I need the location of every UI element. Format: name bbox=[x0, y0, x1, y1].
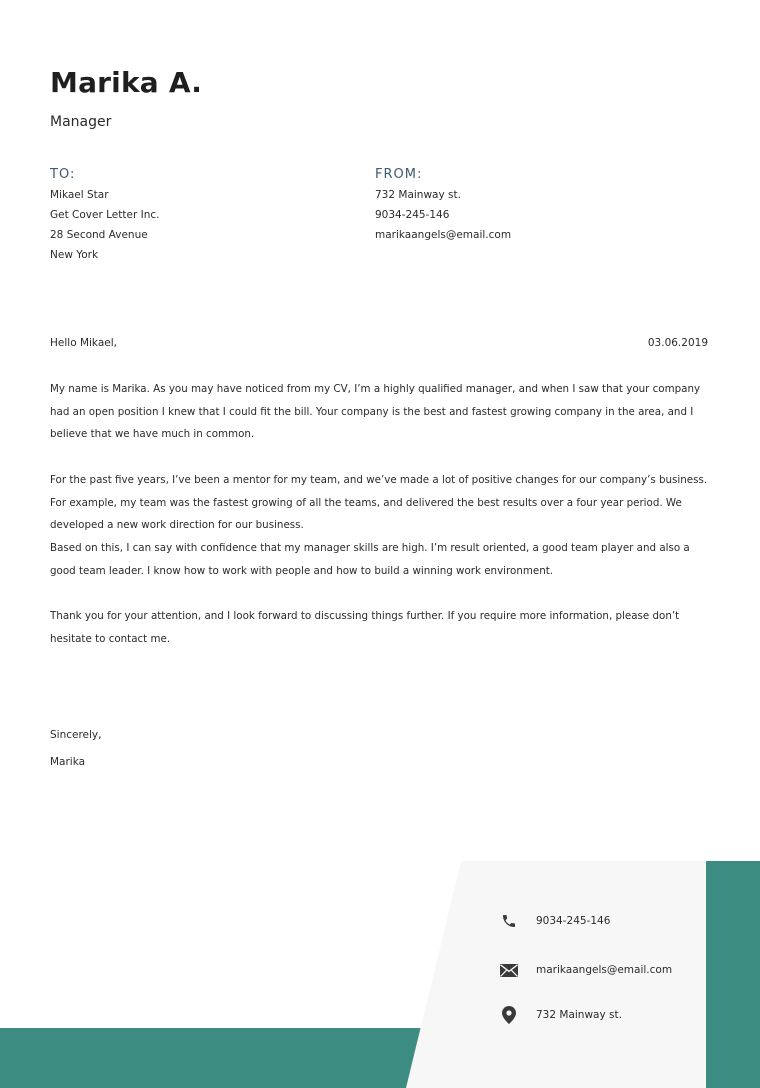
body-paragraph: My name is Marika. As you may have noticed from my CV, I’m a highly qualified manager, and when I saw that your company had an open position I knew that I could fit the bill. Your company is the best and fastest growing company in the area, and I believe that we have much in common. bbox=[50, 383, 701, 441]
body-paragraph: Thank you for your attention, and I look forward to discussing things further. If you require more information, please don’t hesitate to contact me. bbox=[50, 610, 680, 645]
signature-name: Marika bbox=[50, 756, 86, 768]
envelope-icon bbox=[498, 960, 520, 980]
closing-block bbox=[50, 722, 102, 776]
body-paragraph: For the past five years, I’ve been a mentor for my team, and we’ve made a lot of positive changes for our company’s business. For example, my team was the fastest growing of all the teams, and delivered the best results over a four year period. We developed a new work direction for our business. bbox=[50, 473, 708, 532]
map-pin-icon bbox=[498, 1005, 520, 1025]
sender-block bbox=[375, 166, 511, 245]
contact-phone bbox=[498, 911, 610, 931]
recipient-line: Get Cover Letter Inc. bbox=[50, 209, 160, 221]
applicant-title: Manager bbox=[50, 114, 112, 130]
sender-line: marikaangels@email.com bbox=[375, 229, 512, 241]
contact-phone-text: 9034-245-146 bbox=[536, 915, 611, 927]
sender-line: 732 Mainway st. bbox=[375, 189, 461, 201]
applicant-name: Marika A. bbox=[50, 66, 203, 99]
sender-line: 9034-245-146 bbox=[375, 209, 450, 221]
letter-body bbox=[50, 378, 712, 650]
phone-icon bbox=[498, 911, 520, 931]
greeting: Hello Mikael, bbox=[50, 337, 117, 349]
closing-phrase: Sincerely, bbox=[50, 729, 102, 741]
recipient-line: Mikael Star bbox=[50, 189, 109, 201]
side-accent-band bbox=[706, 861, 760, 1088]
letter-date: 03.06.2019 bbox=[647, 337, 708, 349]
recipient-line: New York bbox=[50, 249, 99, 261]
contact-email bbox=[498, 960, 672, 980]
contact-email-text: marikaangels@email.com bbox=[536, 964, 673, 976]
from-heading: FROM: bbox=[375, 167, 423, 182]
footer-accent-band bbox=[0, 1028, 422, 1088]
body-paragraph: Based on this, I can say with confidence that my manager skills are high. I’m result oriented, a good team player and also a good team leader. I know how to work with people and how to build a winning work environment. bbox=[50, 541, 690, 577]
recipient-line: 28 Second Avenue bbox=[50, 229, 148, 241]
recipient-block bbox=[50, 166, 159, 265]
to-heading: TO: bbox=[50, 167, 76, 182]
contact-address bbox=[498, 1005, 622, 1025]
contact-address-text: 732 Mainway st. bbox=[536, 1009, 622, 1021]
